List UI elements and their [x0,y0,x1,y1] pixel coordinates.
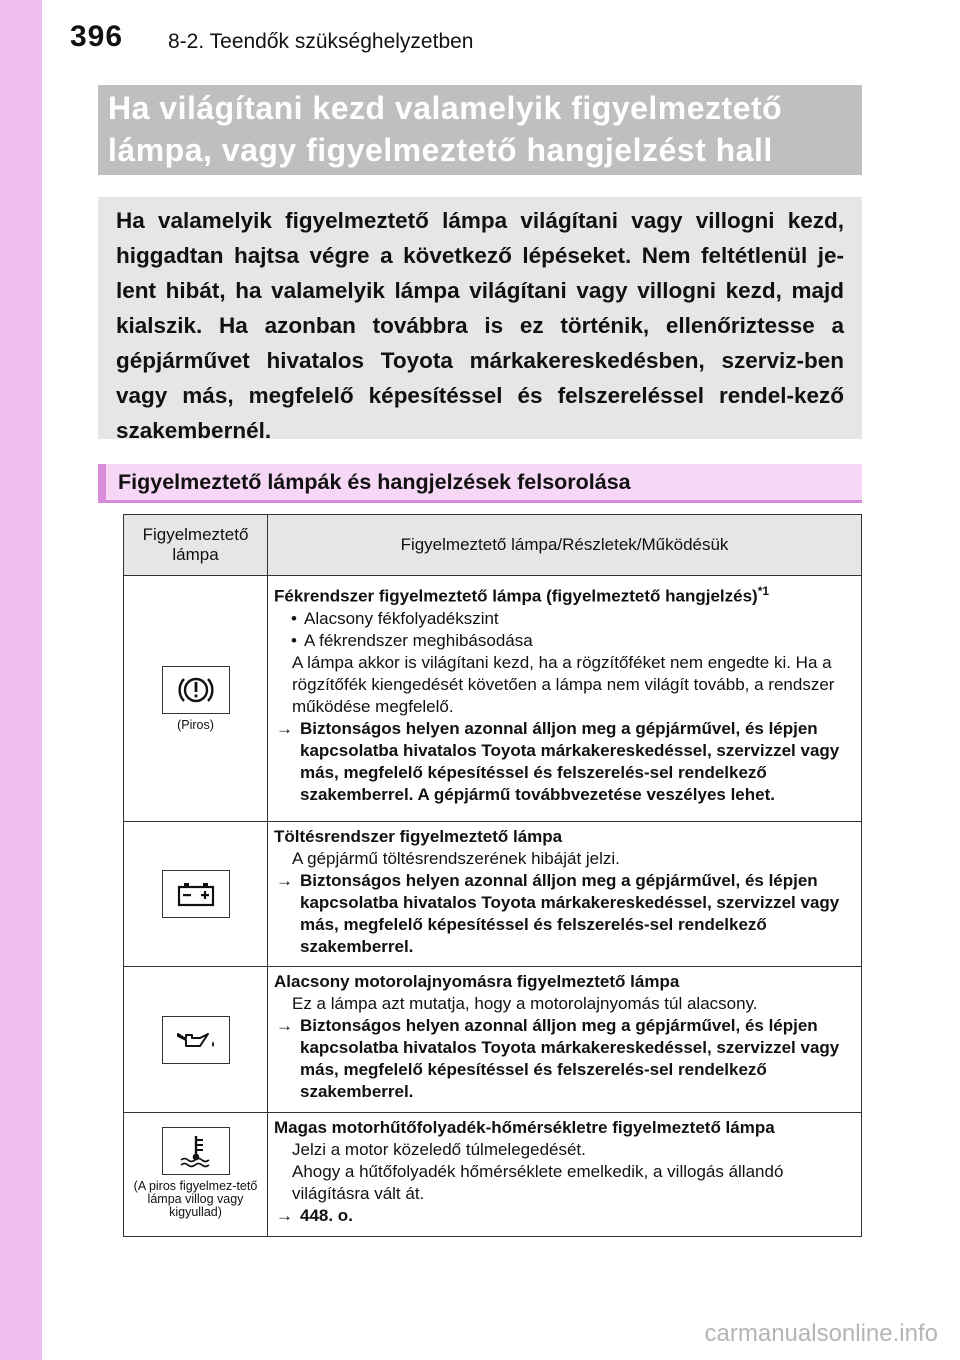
item-description: Ez a lámpa azt mutatja, hogy a motorolajnyomás túl alacsony. [292,994,758,1013]
page-title [98,85,862,175]
section-label: 8-2. Teendők szükséghelyzetben [168,30,474,53]
page-title-line-2: lámpa, vagy figyelmeztető hangjelzést hall [108,132,773,168]
icon-caption: (Piros) [177,717,214,732]
item-description: Ahogy a hűtőfolyadék hőmérséklete emelkedik, a villogás állandó világításra vált át. [292,1162,784,1203]
table-row [124,1113,862,1237]
table-row [124,576,862,822]
details-cell [268,1113,862,1237]
item-title: Töltésrendszer figyelmeztető lámpa [274,827,563,846]
col-header-lamp: Figyelmeztető lámpa [124,515,268,576]
list-heading-underline [98,500,862,503]
item-note: A lámpa akkor is világítani kezd, ha a rögzítőféket nem engedte ki. Ha a rögzítőfék kiengedését követően a lámpa nem világít tovább, a rendszer működése megfelelő. [292,652,835,716]
watermark: carmanualsonline.info [704,1320,938,1347]
intro-text: Ha valamelyik figyelmeztető lámpa világítani vagy villogni kezd, higgadtan hajtsa végre a következő lépéseket. Nem feltétlenül je-lent hibát, ha valamelyik lámpa világítani vagy villogni kezd, majd kialszik. Ha azonban továbbra is ez történik, ellenőriztesse a gépjárművet hivatalos Toyota márkakereskedésben, szerviz-ben vagy más, megfelelő képesítéssel és felszereléssel rendel-kező szakembernél. [98,197,862,439]
warning-lights-table [123,514,862,1237]
icon-cell [124,967,268,1113]
bullet-item: • A fékrendszer meghibásodása [274,630,853,652]
item-action: → Biztonságos helyen azonnal álljon meg a gépjárművel, és lépjen kapcsolatba hivatalos Toyota márkakereskedéssel, szervizzel vagy más, megfelelő képesítéssel és felszerelés-sel rendelkező szakemberrel. [276,1016,840,1101]
side-tab-strip [0,0,42,1360]
item-description: A gépjármű töltésrendszerének hibáját jelzi. [292,849,620,868]
page-number: 396 [70,20,124,53]
item-title: Magas motorhűtőfolyadék-hőmérsékletre figyelmeztető lámpa [274,1118,775,1137]
arrow-icon: → [276,1016,293,1035]
details-cell [268,967,862,1113]
item-action: → Biztonságos helyen azonnal álljon meg a gépjárművel, és lépjen kapcsolatba hivatalos Toyota márkakereskedéssel, szervizzel vagy más, megfelelő képesítéssel és felszerelés-sel rendelkező szakemberrel. A gépjármű továbbvezetése veszélyes lehet. [276,718,840,804]
table-row [124,822,862,967]
icon-cell [124,1113,268,1237]
item-action: → 448. o. [276,1206,353,1225]
battery-icon [162,870,230,918]
icon-cell [124,822,268,967]
table-row [124,967,862,1113]
arrow-icon: → [276,718,293,738]
arrow-icon: → [276,1206,293,1225]
arrow-icon: → [276,871,293,890]
footnote-marker: *1 [757,584,770,598]
details-cell [268,822,862,967]
brake-warning-icon [162,666,230,714]
oil-can-icon [162,1016,230,1064]
coolant-temperature-icon [162,1127,230,1175]
bullet-item: • Alacsony fékfolyadékszint [274,608,853,630]
list-heading: Figyelmeztető lámpák és hangjelzések felsorolása [98,464,862,500]
page-title-line-1: Ha világítani kezd valamelyik figyelmeztető [108,90,783,126]
table-header-row [124,515,862,576]
item-title: Alacsony motorolajnyomásra figyelmeztető lámpa [274,972,680,991]
icon-caption: (A piros figyelmez-tető lámpa villog vagy kigyullad) [133,1179,258,1219]
item-description: Jelzi a motor közeledő túlmelegedését. [292,1140,586,1159]
details-cell [268,576,862,822]
icon-cell [124,576,268,822]
col-header-details: Figyelmeztető lámpa/Részletek/Működésük [268,515,862,576]
item-action: → Biztonságos helyen azonnal álljon meg a gépjárművel, és lépjen kapcsolatba hivatalos Toyota márkakereskedéssel, szervizzel vagy más, megfelelő képesítéssel és felszerelés-sel rendelkező szakemberrel. [276,871,840,956]
item-title: Fékrendszer figyelmeztető lámpa (figyelmeztető hangjelzés)$^{*1}$ [274,584,770,606]
